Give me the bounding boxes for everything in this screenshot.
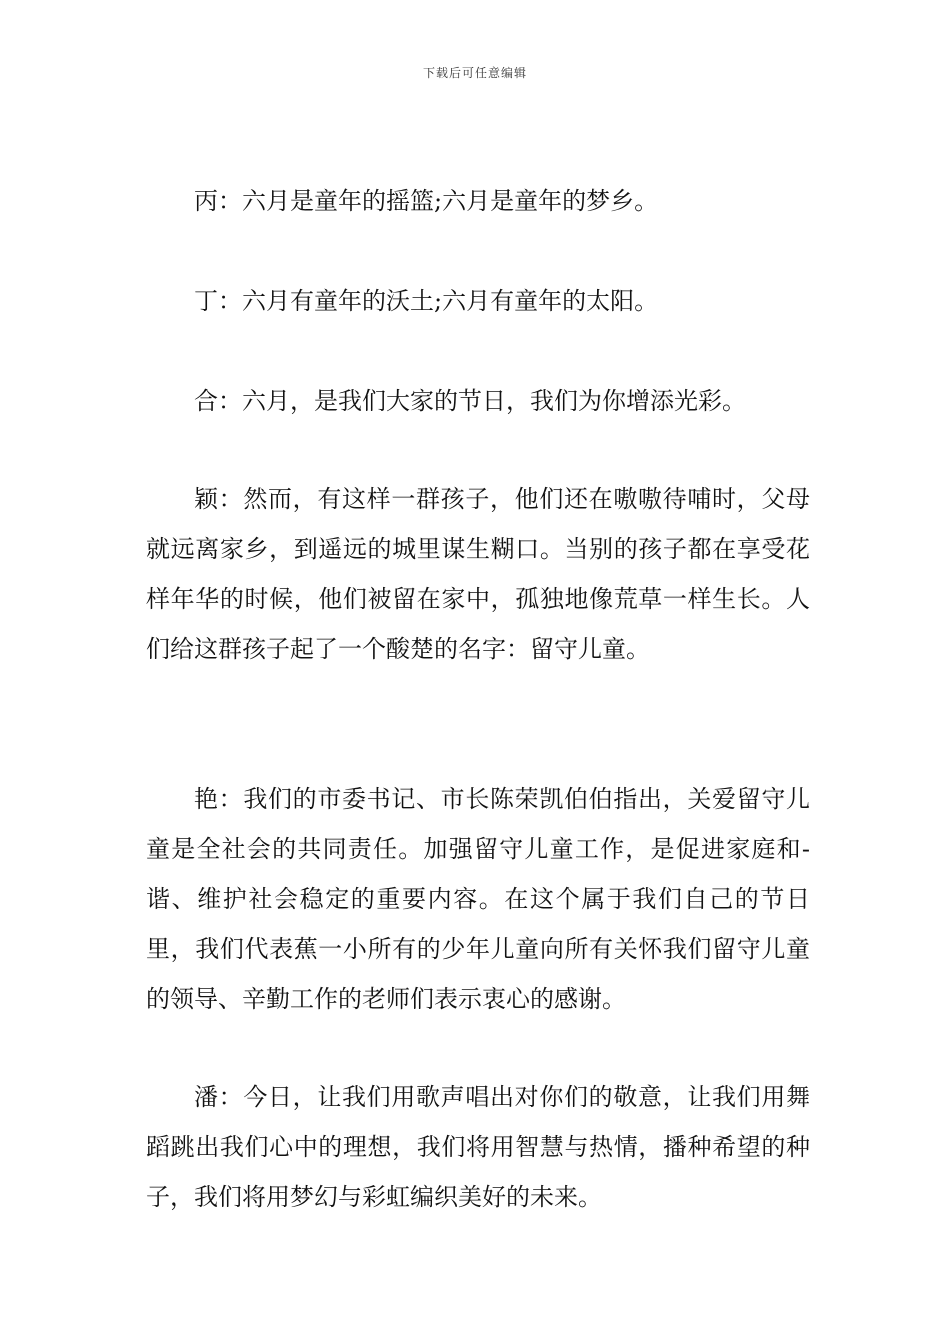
page-header: 下载后可任意编辑: [422, 66, 527, 80]
paragraph-ying: 颖：然而，有这样一群孩子，他们还在嗷嗷待哺时，父母就远离家乡，到遥远的城里谋生糊口。当别的孩子都在享受花样年华的时候，他们被留在家中，孤独地像荒草一样生长。人们给这群孩子起了一个酸楚的名字：留守儿童。: [146, 485, 810, 663]
paragraph-he: 合：六月，是我们大家的节日，我们为你增添光彩。: [194, 387, 746, 415]
paragraph-ding: 丁：六月有童年的沃土;六月有童年的太阳。: [194, 287, 659, 315]
paragraph-yan: 艳：我们的市委书记、市长陈荣凯伯伯指出，关爱留守儿童是全社会的共同责任。加强留守儿童工作，是促进家庭和-谐、维护社会稳定的重要内容。在这个属于我们自己的节日里，我们代表蕉一小所有的少年儿童向所有关怀我们留守儿童的领导、辛勤工作的老师们表示衷心的感谢。: [146, 785, 810, 1013]
paragraph-pan: 潘：今日，让我们用歌声唱出对你们的敬意，让我们用舞蹈跳出我们心中的理想，我们将用智慧与热情，播种希望的种子，我们将用梦幻与彩虹编织美好的未来。: [146, 1083, 810, 1211]
paragraph-bing: 丙：六月是童年的摇篮;六月是童年的梦乡。: [194, 187, 659, 215]
